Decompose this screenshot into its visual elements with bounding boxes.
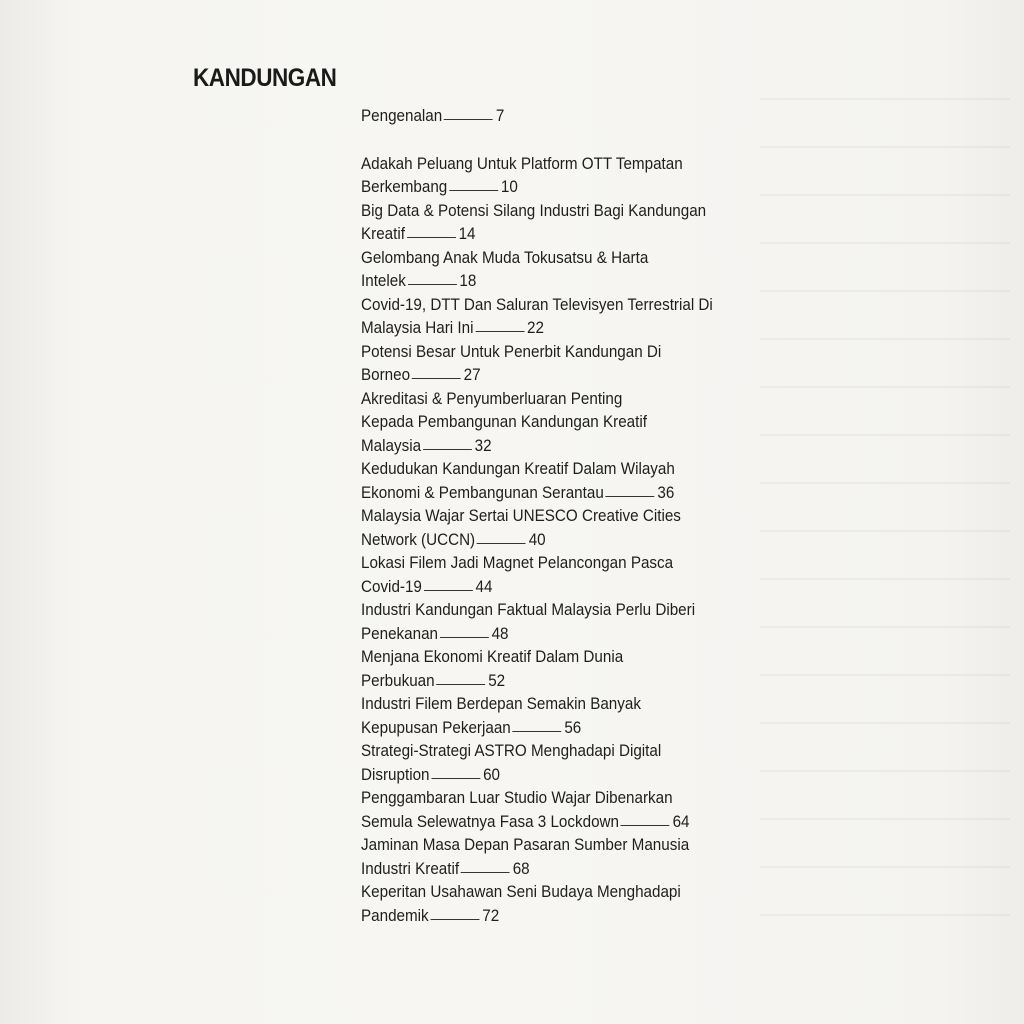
bleed-through-text bbox=[760, 60, 1010, 960]
toc-entry-title-line: Ekonomi & Pembangunan Serantau 36 bbox=[361, 483, 675, 502]
toc-entry bbox=[361, 458, 746, 505]
toc-page-number: 40 bbox=[475, 531, 546, 549]
toc-entry-title-line: Network (UCCN) 40 bbox=[361, 530, 546, 549]
toc-page-number: 56 bbox=[511, 719, 582, 737]
toc-page-number: 7 bbox=[442, 107, 504, 125]
toc-entry-title-line: Jaminan Masa Depan Pasaran Sumber Manusia bbox=[361, 836, 690, 854]
toc-entry-title-line: Penggambaran Luar Studio Wajar Dibenarkan bbox=[361, 789, 673, 807]
toc-entry-title-line: Industri Kreatif 68 bbox=[361, 859, 530, 878]
toc-entry-title-line: Pengenalan 7 bbox=[361, 107, 505, 125]
toc-entry bbox=[361, 552, 746, 599]
toc-page-number: 52 bbox=[435, 672, 506, 690]
toc-entry-title-line: Penekanan 48 bbox=[361, 624, 509, 643]
toc-page-number: 60 bbox=[430, 766, 501, 784]
toc-entry-title-line: Semula Selewatnya Fasa 3 Lockdown 64 bbox=[361, 812, 690, 831]
toc-entry-title-line: Borneo 27 bbox=[361, 366, 481, 384]
toc-entry-title-line: Adakah Peluang Untuk Platform OTT Tempatan bbox=[361, 154, 683, 173]
toc-entry bbox=[361, 388, 746, 459]
toc-page-number: 68 bbox=[459, 860, 530, 878]
toc-entry bbox=[361, 294, 746, 341]
toc-entry-title-line: Kedudukan Kandungan Kreatif Dalam Wilayah bbox=[361, 460, 675, 478]
toc-entry-title-line: Akreditasi & Penyumberluaran Penting bbox=[361, 389, 623, 408]
toc-entry-title-line: Potensi Besar Untuk Penerbit Kandungan Di bbox=[361, 342, 662, 361]
toc-entry-title-line: Kepupusan Pekerjaan 56 bbox=[361, 718, 582, 737]
toc-entry bbox=[361, 834, 746, 881]
toc-entry-title-line: Covid-19, DTT Dan Saluran Televisyen Terrestrial Di bbox=[361, 295, 713, 314]
toc-page-number: 36 bbox=[604, 484, 675, 502]
toc-entry-title-line: Perbukuan 52 bbox=[361, 671, 506, 690]
toc-entry-title-line: Strategi-Strategi ASTRO Menghadapi Digital bbox=[361, 742, 662, 760]
toc-entry-title-line: Covid-19 44 bbox=[361, 577, 493, 596]
toc-page-number: 18 bbox=[406, 272, 477, 290]
toc-page-number: 72 bbox=[429, 907, 500, 925]
toc-entry-title-line: Malaysia 32 bbox=[361, 436, 492, 455]
toc-page-number: 10 bbox=[447, 178, 518, 196]
toc-entry bbox=[361, 646, 746, 693]
toc-entry-title-line: Malaysia Hari Ini 22 bbox=[361, 319, 544, 337]
toc-entry bbox=[361, 740, 746, 787]
toc-page-number: 22 bbox=[473, 319, 544, 337]
toc-entry-title-line: Gelombang Anak Muda Tokusatsu & Harta bbox=[361, 248, 649, 267]
toc-entry-title-line: Berkembang 10 bbox=[361, 178, 518, 196]
toc-entry-title-line: Kepada Pembangunan Kandungan Kreatif bbox=[361, 413, 647, 431]
toc-entry-title-line: Menjana Ekonomi Kreatif Dalam Dunia bbox=[361, 648, 624, 666]
toc-page-number: 64 bbox=[619, 813, 690, 831]
toc-entry bbox=[361, 787, 746, 834]
toc-entry bbox=[361, 599, 746, 646]
toc-entry bbox=[361, 105, 746, 129]
toc-entry bbox=[361, 247, 746, 294]
toc-entry-title-line: Kreatif 14 bbox=[361, 225, 476, 243]
toc-entry bbox=[361, 505, 746, 552]
toc-entry-title-line: Pandemik 72 bbox=[361, 906, 500, 925]
toc-page-number: 27 bbox=[410, 366, 481, 384]
toc-entry-title-line: Malaysia Wajar Sertai UNESCO Creative Cities bbox=[361, 507, 681, 525]
toc-page-number: 44 bbox=[422, 578, 493, 596]
toc-entry-title-line: Industri Kandungan Faktual Malaysia Perlu Diberi bbox=[361, 601, 696, 619]
toc-page-number: 48 bbox=[438, 625, 509, 643]
toc-entry-title-line: Big Data & Potensi Silang Industri Bagi Kandungan bbox=[361, 201, 707, 220]
toc-entry bbox=[361, 200, 746, 247]
toc-entry bbox=[361, 881, 746, 928]
toc-page-number: 32 bbox=[421, 437, 492, 455]
toc-entry bbox=[361, 693, 746, 740]
toc-entry-title-line: Lokasi Filem Jadi Magnet Pelancongan Pasca bbox=[361, 554, 674, 572]
toc-entry bbox=[361, 153, 746, 200]
toc-entry-title-line: Disruption 60 bbox=[361, 765, 501, 784]
table-of-contents bbox=[361, 105, 746, 928]
toc-entry-title-line: Industri Filem Berdepan Semakin Banyak bbox=[361, 695, 641, 713]
toc-entry-title-line: Keperitan Usahawan Seni Budaya Menghadapi bbox=[361, 883, 681, 901]
toc-entry-title-line: Intelek 18 bbox=[361, 272, 477, 290]
toc-entry bbox=[361, 341, 746, 388]
page-title: KANDUNGAN bbox=[193, 64, 337, 92]
toc-page-number: 14 bbox=[405, 225, 476, 243]
